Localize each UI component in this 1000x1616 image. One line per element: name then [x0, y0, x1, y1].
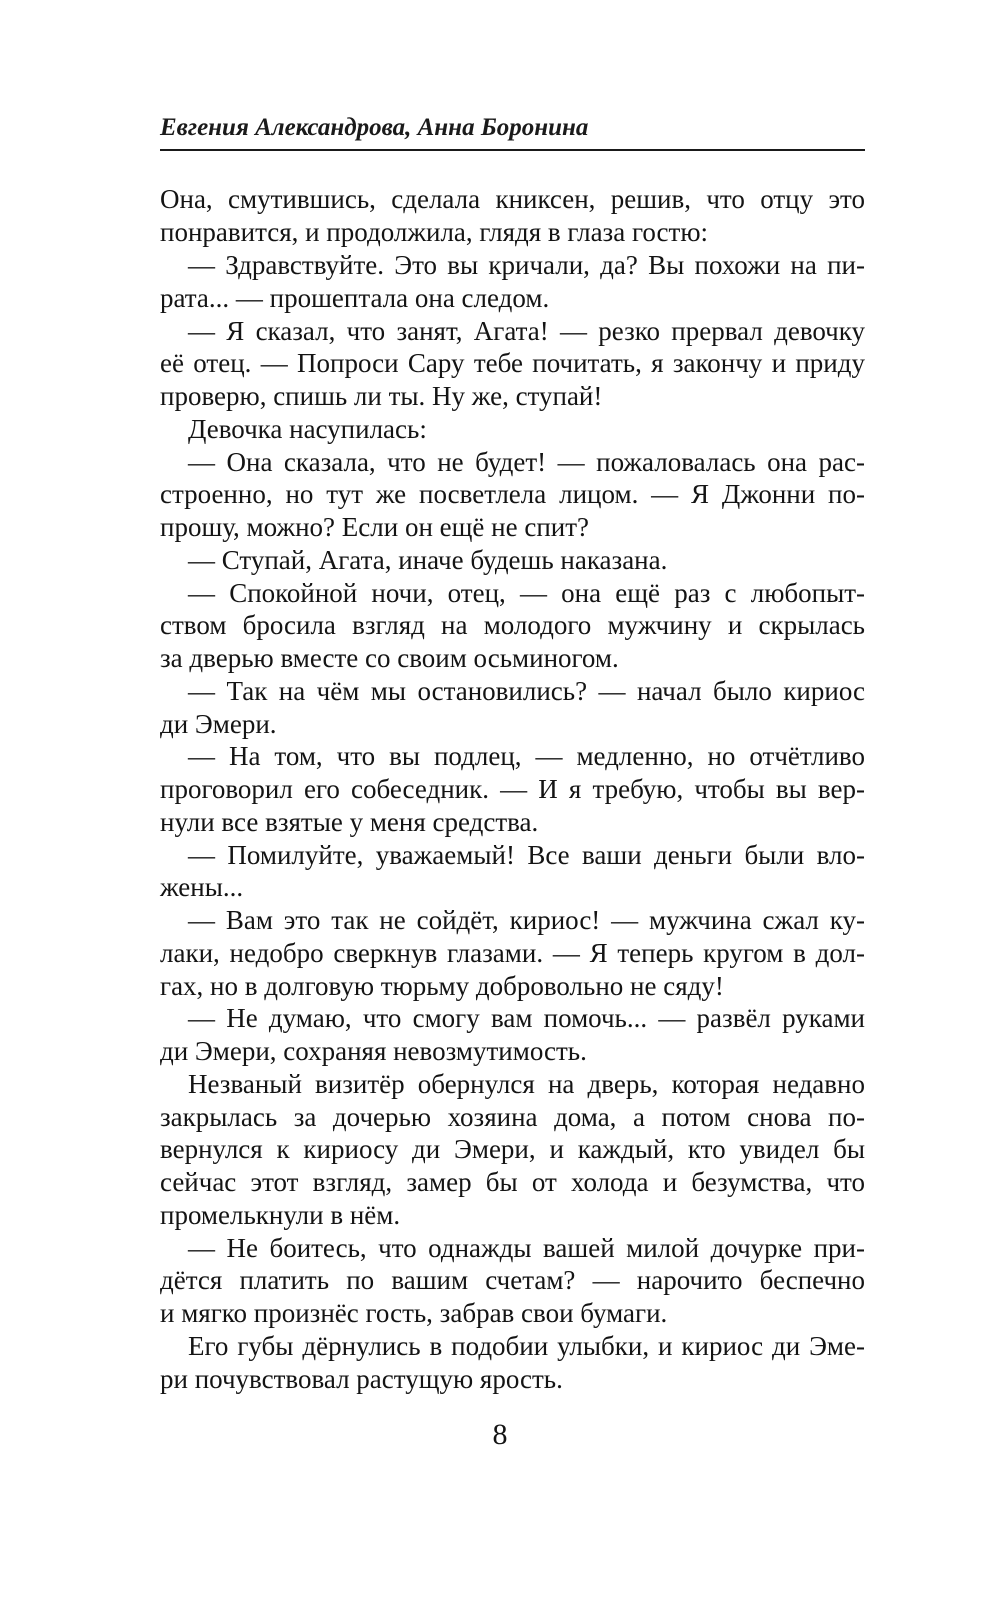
text-line: сейчас этот взгляд, замер бы от холода и безумства, что	[160, 1167, 865, 1197]
text-line: — Здравствуйте. Это вы кричали, да? Вы похожи на пи-	[188, 250, 865, 280]
text-line: Она, смутившись, сделала книксен, решив, что отцу это	[160, 184, 865, 214]
text-line: понравится, и продолжила, глядя в глаза гостю:	[160, 217, 708, 247]
text-line: промелькнули в нём.	[160, 1200, 401, 1230]
text-line: проверю, спишь ли ты. Ну же, ступай!	[160, 381, 603, 411]
text-line: гах, но в долговую тюрьму добровольно не сяду!	[160, 971, 724, 1001]
text-line: лаки, недобро сверкнув глазами. — Я теперь кругом в дол-	[160, 938, 865, 968]
text-line: за дверью вместе со своим осьминогом.	[160, 643, 619, 673]
text-line: нули все взятые у меня средства.	[160, 807, 539, 837]
text-line: вернулся к кириосу ди Эмери, и каждый, кто увидел бы	[160, 1134, 865, 1164]
text-line: — На том, что вы подлец, — медленно, но отчётливо	[188, 741, 865, 771]
text-line: её отец. — Попроси Сару тебе почитать, я закончу и приду	[160, 348, 865, 378]
text-line: — Помилуйте, уважаемый! Все ваши деньги были вло-	[188, 840, 865, 870]
text-line: Его губы дёрнулись в подобии улыбки, и кириос ди Эме-	[188, 1331, 865, 1361]
text-line: Девочка насупилась:	[188, 414, 427, 444]
text-line: — Она сказала, что не будет! — пожаловалась она рас-	[188, 447, 865, 477]
text-line: — Не думаю, что смогу вам помочь... — развёл руками	[188, 1003, 865, 1033]
text-line: ри почувствовал растущую ярость.	[160, 1364, 563, 1394]
running-head-authors: Евгения Александрова, Анна Боронина	[160, 114, 589, 141]
text-line: — Так на чём мы остановились? — начал было кириос	[188, 676, 865, 706]
text-line: ди Эмери.	[160, 709, 277, 739]
text-line: жены...	[160, 872, 244, 902]
text-line: дётся платить по вашим счетам? — нарочито беспечно	[160, 1265, 865, 1295]
text-line: Незваный визитёр обернулся на дверь, которая недавно	[188, 1069, 865, 1099]
text-line: ди Эмери, сохраняя невозмутимость.	[160, 1036, 587, 1066]
text-line: строенно, но тут же посветлела лицом. — Я Джонни по-	[160, 479, 865, 509]
text-line: — Вам это так не сойдёт, кириос! — мужчина сжал ку-	[188, 905, 865, 935]
text-line: закрылась за дочерью хозяина дома, а потом снова по-	[160, 1102, 865, 1132]
text-line: — Я сказал, что занят, Агата! — резко прервал девочку	[188, 316, 865, 346]
text-line: ством бросила взгляд на молодого мужчину и скрылась	[160, 610, 865, 640]
text-line: проговорил его собеседник. — И я требую, чтобы вы вер-	[160, 774, 865, 804]
text-line: — Не боитесь, что однажды вашей милой дочурке при-	[188, 1233, 865, 1263]
text-line: рата... — прошептала она следом.	[160, 283, 550, 313]
text-line: — Ступай, Агата, иначе будешь наказана.	[188, 545, 668, 575]
text-line: и мягко произнёс гость, забрав свои бумаги.	[160, 1298, 668, 1328]
text-line: прошу, можно? Если он ещё не спит?	[160, 512, 589, 542]
text-line: — Спокойной ночи, отец, — она ещё раз с любопыт-	[188, 578, 865, 608]
page-number: 8	[492, 1418, 508, 1451]
